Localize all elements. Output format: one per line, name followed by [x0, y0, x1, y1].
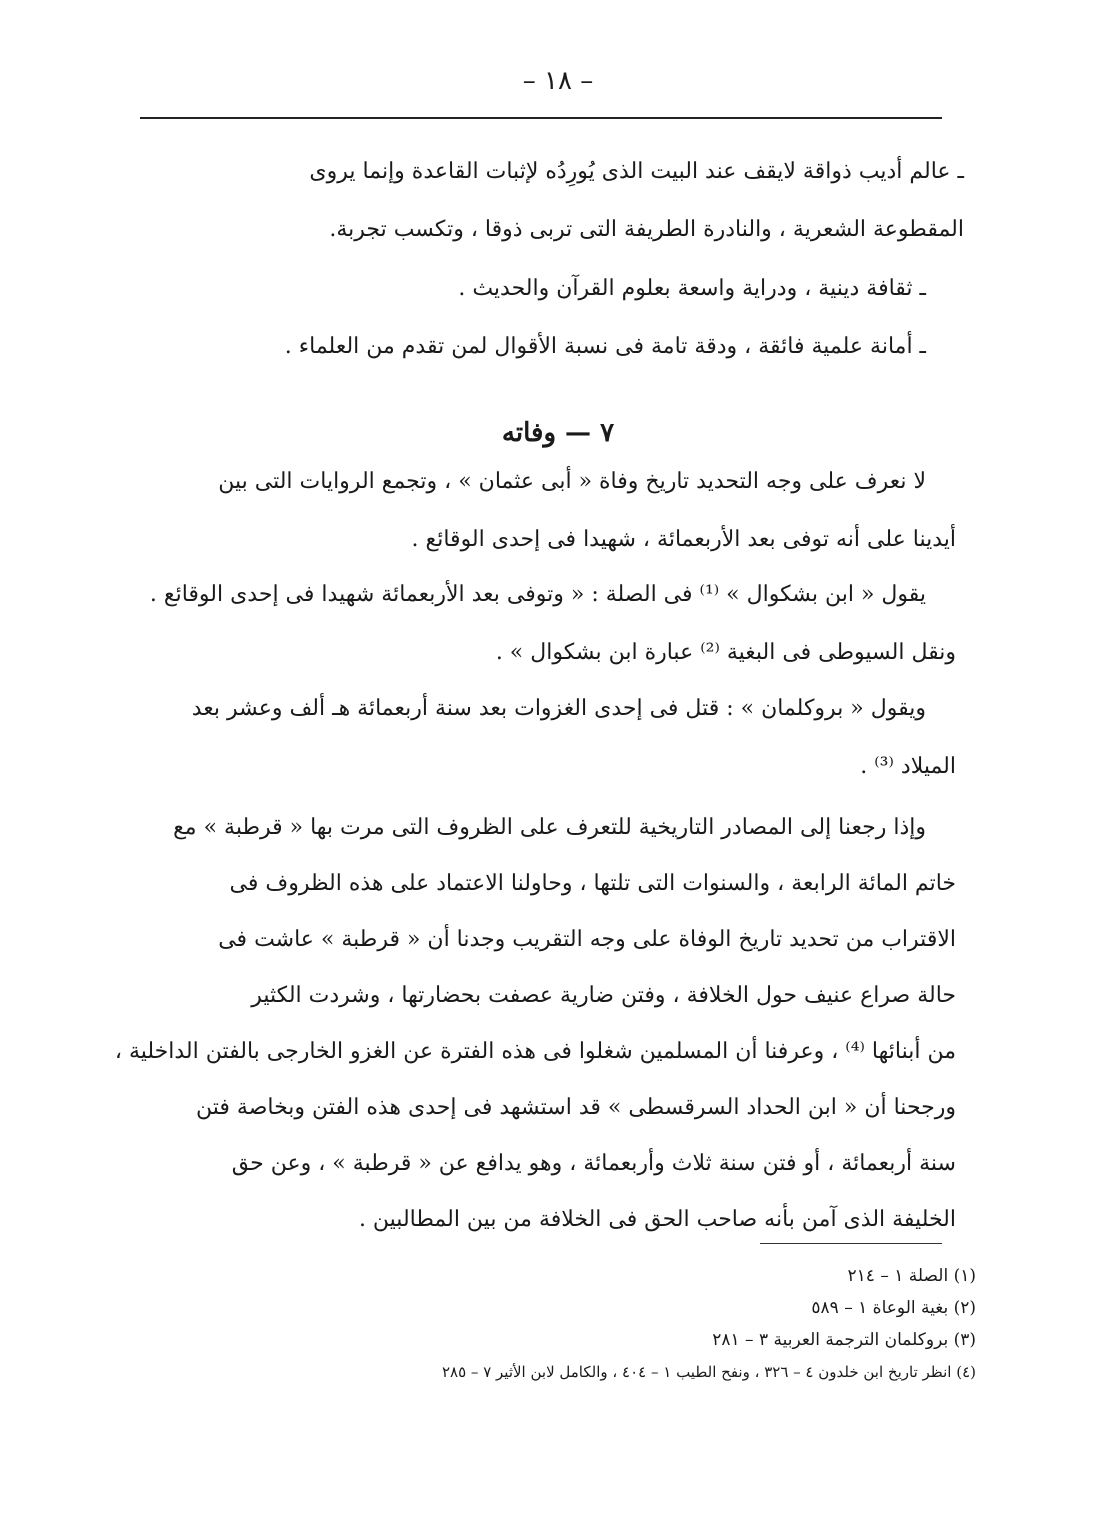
footnotes: [156, 1260, 976, 1388]
text-line: سنة أربعمائة ، أو فتن سنة ثلاث وأربعمائة ، وهو يدافع عن « قرطبة » ، وعن حق: [231, 1151, 956, 1176]
text-line: وإذا رجعنا إلى المصادر التاريخية للتعرف على الظروف التى مرت بها « قرطبة » مع: [173, 815, 926, 840]
paragraph-3: [156, 680, 956, 796]
text-line: ويقول « بروكلمان » : قتل فى إحدى الغزوات بعد سنة أربعمائة هـ ألف وعشر بعد: [191, 696, 926, 721]
text-line: لا نعرف على وجه التحديد تاريخ وفاة « أبى عثمان » ، وتجمع الروايات التى بين: [218, 469, 926, 494]
header-rule: [140, 117, 942, 119]
text-line: الخليفة الذى آمن بأنه صاحب الحق فى الخلافة من بين المطالبين .: [358, 1207, 956, 1232]
text-line: الاقتراب من تحديد تاريخ الوفاة على وجه التقريب وجدنا أن « قرطبة » عاشت فى: [218, 927, 956, 952]
footnote-rule: [760, 1243, 942, 1244]
footnote-2: (٢) بغية الوعاة ١ – ٥٨٩: [811, 1298, 976, 1318]
text-line: ورجحنا أن « ابن الحداد السرقسطى » قد استشهد فى إحدى هذه الفتن وبخاصة فتن: [196, 1095, 956, 1120]
text-line: من أبنائها ⁽⁴⁾ ، وعرفنا أن المسلمين شغلوا فى هذه الفترة عن الغزو الخارجى بالفتن الداخلية ،: [114, 1039, 956, 1064]
text-line: ـ عالم أديب ذواقة لايقف عند البيت الذى يُورِدُه لإثبات القاعدة وإنما يروى: [309, 159, 964, 184]
paragraph-4: [114, 800, 956, 1248]
text-line: خاتم المائة الرابعة ، والسنوات التى تلتها ، وحاولنا الاعتماد على هذه الظروف فى: [229, 871, 956, 896]
footnote-3: (٣) بروكلمان الترجمة العربية ٣ – ٢٨١: [712, 1330, 976, 1350]
text-line: ـ أمانة علمية فائقة ، ودقة تامة فى نسبة الأقوال لمن تقدم من العلماء .: [284, 334, 926, 359]
paragraph-2: [149, 566, 956, 682]
paragraph-1: [156, 453, 956, 569]
text-line: يقول « ابن بشكوال » ⁽¹⁾ فى الصلة : « وتوفى بعد الأربعمائة شهيدا فى إحدى الوقائع .: [149, 582, 926, 607]
intro-item-3: [156, 318, 926, 376]
text-line: حالة صراع عنيف حول الخلافة ، وفتن ضارية عصفت بحضارتها ، وشردت الكثير: [251, 983, 956, 1008]
section-heading: ٧ — وفاته: [501, 418, 615, 448]
text-line: ونقل السيوطى فى البغية ⁽²⁾ عبارة ابن بشكوال » .: [495, 640, 956, 665]
footnote-1: (١) الصلة ١ – ٢١٤: [847, 1266, 976, 1286]
text-line: الميلاد ⁽³⁾ .: [860, 754, 956, 779]
intro-item-2: [156, 260, 926, 318]
page-number: – ١٨ –: [522, 66, 594, 96]
text-line: المقطوعة الشعرية ، والنادرة الطريفة التى تربى ذوقا ، وتكسب تجربة.: [329, 217, 964, 242]
text-line: أيدينا على أنه توفى بعد الأربعمائة ، شهيدا فى إحدى الوقائع .: [411, 527, 956, 552]
intro-item-1: [156, 143, 964, 259]
text-line: ـ ثقافة دينية ، ودراية واسعة بعلوم القرآن والحديث .: [458, 276, 926, 301]
footnote-4: (٤) انظر تاريخ ابن خلدون ٤ – ٣٢٦ ، ونفح الطيب ١ – ٤٠٤ ، والكامل لابن الأثير ٧ – ٢٨٥: [441, 1363, 976, 1381]
